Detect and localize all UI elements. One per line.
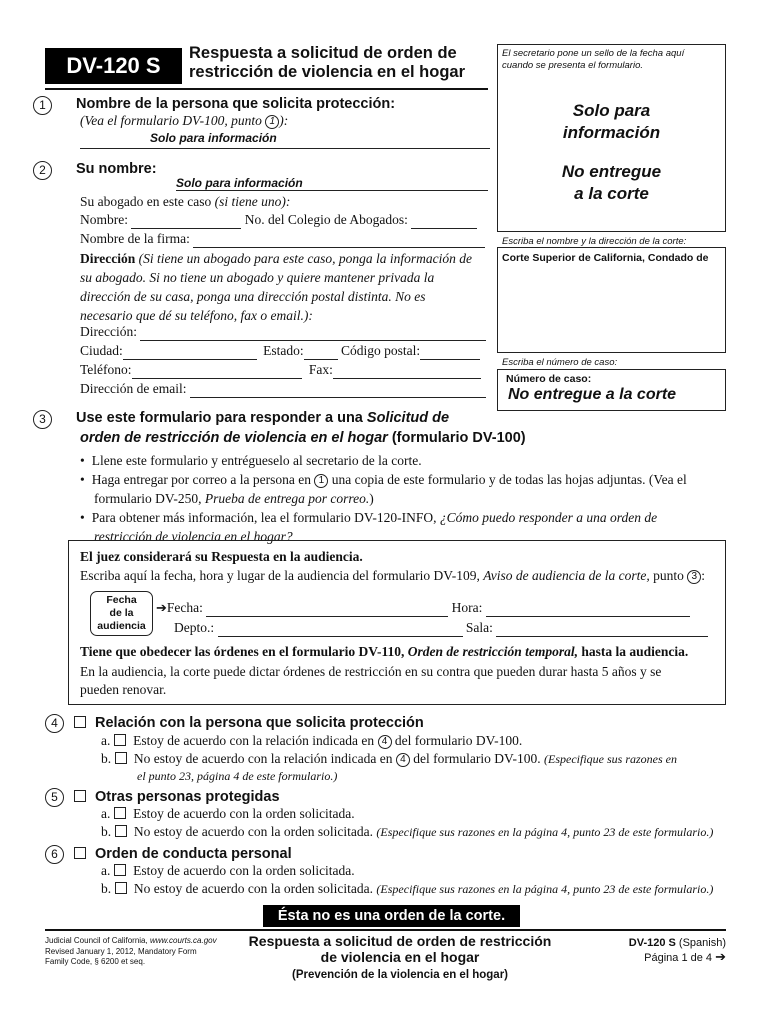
- lawyer-name-field[interactable]: [131, 212, 241, 229]
- item-5-checkbox[interactable]: [74, 790, 86, 802]
- header-rule: [45, 88, 488, 90]
- address-row: Dirección:: [80, 324, 486, 341]
- item-6: 6 Orden de conducta personal: [45, 845, 292, 864]
- item-5-option-a: a. Estoy de acuerdo con la orden solicitada.: [101, 806, 355, 821]
- hearing-date-row: ➔Fecha: Hora:: [156, 600, 690, 617]
- court-label: Escriba el nombre y la dirección de la corte:: [502, 236, 687, 247]
- next-page-arrow-icon: ➔: [715, 949, 726, 964]
- firm-name-field[interactable]: [193, 231, 485, 248]
- item-5-heading: Otras personas protegidas: [95, 789, 280, 805]
- hearing-room-field[interactable]: [496, 620, 708, 637]
- item-6a-checkbox[interactable]: [114, 864, 126, 876]
- item-3-heading: Use este formulario para responder a una Solicitud de: [76, 410, 450, 426]
- lawyer-line: Su abogado en este caso (si tiene uno):: [80, 194, 291, 209]
- hearing-dept-field[interactable]: [218, 620, 463, 637]
- bar-number-field[interactable]: [411, 212, 477, 229]
- item-6-checkbox[interactable]: [74, 847, 86, 859]
- stamp-no-entregue: No entregue: [561, 162, 662, 181]
- email-field[interactable]: [190, 381, 486, 398]
- item-6b-checkbox[interactable]: [115, 882, 127, 894]
- hearing-time-field[interactable]: [486, 600, 690, 617]
- city-row: Ciudad: Estado: Código postal:: [80, 343, 480, 360]
- footer-rule: [45, 929, 726, 931]
- form-title: Respuesta a solicitud de orden de restricción de violencia en el hogar: [189, 44, 466, 81]
- item-6-heading: Orden de conducta personal: [95, 846, 292, 862]
- email-row: Dirección de email:: [80, 381, 486, 398]
- item-5-option-b: b. No estoy de acuerdo con la orden solicitada. (Especifique sus razones en la página 4, punto 23 de este formulario.): [101, 824, 714, 839]
- item-4b-checkbox[interactable]: [115, 752, 127, 764]
- footer-left: Judicial Council of California, www.courts.ca.gov Revised January 1, 2012, Mandatory Form Family Code, § 6200 et seq.: [45, 936, 217, 966]
- arrow-icon: ➔: [156, 600, 167, 615]
- city-field[interactable]: [123, 343, 257, 360]
- case-number-label: Número de caso:: [506, 373, 592, 385]
- item-4-option-a: a. Estoy de acuerdo con la relación indicada en 4 del formulario DV-100.: [101, 733, 523, 748]
- item-3: 3 Use este formulario para responder a una Solicitud de: [33, 410, 733, 429]
- item-2: 2 Su nombre:: [33, 161, 493, 180]
- case-label: Escriba el número de caso:: [502, 357, 618, 368]
- item-5a-checkbox[interactable]: [114, 807, 126, 819]
- item-3-heading-2: orden de restricción de violencia en el hogar (formulario DV-100): [80, 430, 526, 446]
- clerk-stamp-box: El secretario pone un sello de la fecha aquí cuando se presenta el formulario. Solo para información No entregue a la corte: [497, 44, 726, 232]
- hearing-info: En la audiencia, la corte puede dictar órdenes de restricción en su contra que pueden durar hasta 5 años y se pueden renovar.: [80, 664, 662, 697]
- not-court-order-banner: Ésta no es una orden de la corte.: [263, 905, 520, 927]
- court-name: Corte Superior de California, Condado de: [502, 252, 709, 264]
- footer-right: DV-120 S (Spanish) Página 1 de 4 ➔: [628, 937, 726, 964]
- item-6-option-a: a. Estoy de acuerdo con la orden solicitada.: [101, 863, 355, 878]
- item-5: 5 Otras personas protegidas: [45, 788, 280, 807]
- phone-row: Teléfono: Fax:: [80, 362, 481, 379]
- case-number-value: No entregue a la corte: [508, 386, 677, 403]
- stamp-solo: Solo para: [572, 101, 651, 120]
- zip-field[interactable]: [420, 343, 480, 360]
- item-4-checkbox[interactable]: [74, 716, 86, 728]
- lawyer-name-row: Nombre: No. del Colegio de Abogados:: [80, 212, 477, 229]
- hearing-date-box: Fecha de la audiencia: [90, 591, 153, 636]
- item-1-heading: Nombre de la persona que solicita protección:: [76, 96, 396, 112]
- item-2-heading: Su nombre:: [76, 161, 157, 177]
- hearing-date-field[interactable]: [206, 600, 448, 617]
- item-1: 1 Nombre de la persona que solicita protección: (Vea el formulario DV-100, punto 1 ): Solo para información: [33, 96, 493, 149]
- item-5b-checkbox[interactable]: [115, 825, 127, 837]
- phone-field[interactable]: [132, 362, 302, 379]
- item-4-option-b: b. No estoy de acuerdo con la relación indicada en 4 del formulario DV-100. (Especifique sus razones en: [101, 751, 677, 766]
- state-field[interactable]: [304, 343, 338, 360]
- footer-title: Respuesta a solicitud de orden de restricción de violencia en el hogar (Prevención de la violencia en el hogar): [248, 933, 552, 981]
- address-instructions: Dirección (Si tiene un abogado para este caso, ponga la información de su abogado. Si no tiene un abogado y quiere mantener privada la dirección de su casa, ponga una dirección postal distinta. No es necesario que dé su teléfono, fax o email.):: [80, 251, 472, 323]
- hearing-instructions: Escriba aquí la fecha, hora y lugar de la audiencia del formulario DV-109, Aviso de audiencia de la corte, punto 3 :: [80, 568, 705, 583]
- firm-row: Nombre de la firma:: [80, 231, 485, 248]
- item-4-heading: Relación con la persona que solicita protección: [95, 715, 424, 731]
- hearing-title: El juez considerará su Respuesta en la audiencia.: [80, 549, 363, 564]
- item-4-option-b-note: el punto 23, página 4 de este formulario.): [137, 769, 338, 783]
- your-name-field[interactable]: Solo para información: [176, 174, 488, 191]
- form-code-badge: DV-120 S: [45, 48, 182, 84]
- item-4: 4 Relación con la persona que solicita protección: [45, 714, 424, 733]
- item-number: 1: [33, 96, 52, 115]
- hearing-dept-row: Depto.: Sala:: [174, 620, 708, 637]
- case-number-box[interactable]: [497, 369, 726, 411]
- item-6-option-b: b. No estoy de acuerdo con la orden solicitada. (Especifique sus razones en la página 4, punto 23 de este formulario.): [101, 881, 714, 896]
- item-4a-checkbox[interactable]: [114, 734, 126, 746]
- protected-name-field[interactable]: Solo para información: [80, 129, 490, 149]
- stamp-note: El secretario pone un sello de la fecha aquí: [502, 48, 685, 59]
- obey-notice: Tiene que obedecer las órdenes en el formulario DV-110, Orden de restricción temporal, hasta la audiencia.: [80, 644, 689, 659]
- item-3-bullets: • Llene este formulario y entrégueselo al secretario de la corte. • Haga entregar por correo a la persona en 1 una copia de este formulario y de todas las hojas adjuntas. (Vea el formulario DV-250, Prueba de entrega por correo.) • Para obtener más información, lea el formulario DV-120-INFO, ¿Cómo puedo responder a una orden de restricción de violencia en el hogar?: [80, 453, 687, 544]
- address-field[interactable]: [140, 324, 486, 341]
- fax-field[interactable]: [333, 362, 481, 379]
- court-box[interactable]: [497, 247, 726, 353]
